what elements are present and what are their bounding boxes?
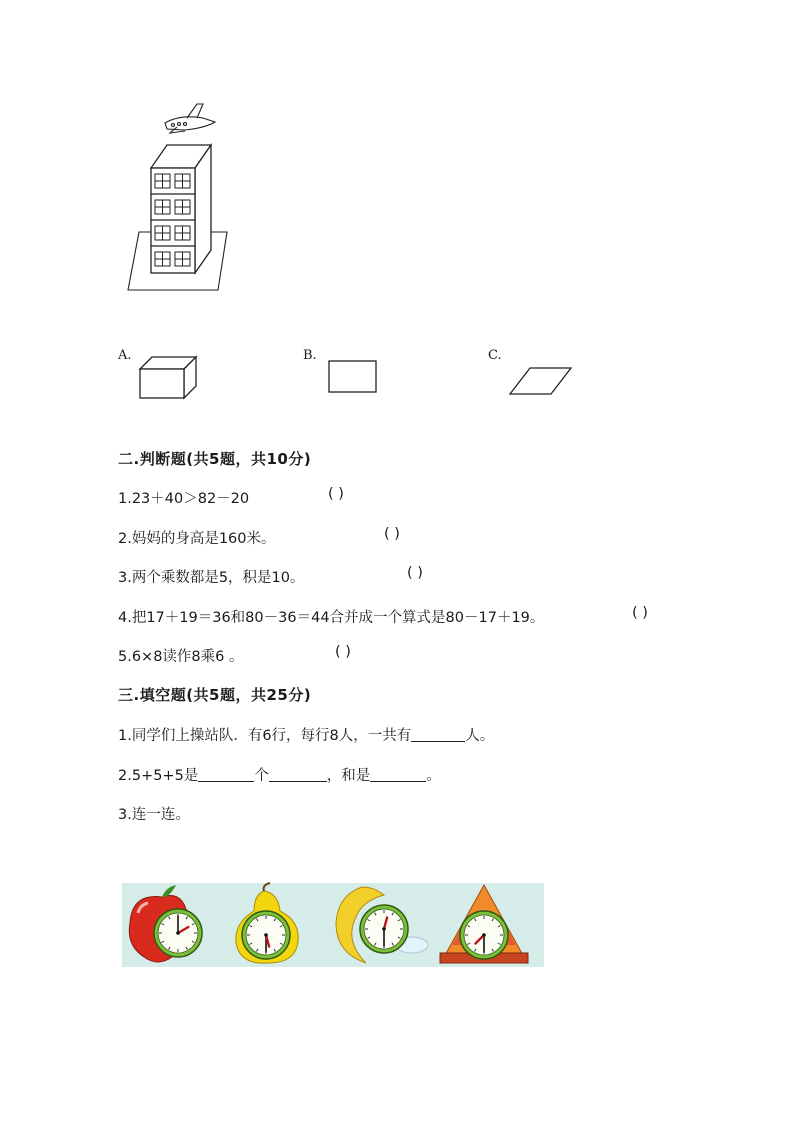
section-3-heading: 三.填空题(共5题，共25分) [118,686,312,704]
fill-q2-text: 2.5+5+5是 [118,768,199,784]
answer-paren-4[interactable]: ( ) [632,605,648,621]
answer-paren-1[interactable]: ( ) [328,486,344,502]
fill-question-1 [118,724,494,745]
blank-addend[interactable] [269,767,327,782]
clock-icon[interactable] [154,909,202,957]
judge-question-3: 3.两个乘数都是5，积是10。 [118,570,305,586]
fill-q2-sum-text: ，和是 [326,768,371,784]
clock-icon[interactable] [242,911,290,959]
fill-question-3: 3.连一连。 [118,807,190,823]
option-b-label: B. [303,348,317,363]
parallelogram-icon [508,366,574,396]
tower-block [151,145,211,273]
answer-paren-3[interactable]: ( ) [407,565,423,581]
judge-question-2: 2.妈妈的身高是160米。 [118,531,276,547]
judge-question-1: 1.23＋40＞82－20 [118,491,250,507]
fill-q2-mid: 个 [254,768,269,784]
fill-q1-text: 1.同学们上操站队．有6行，每行8人，一共有 [118,728,412,744]
blank-total-people[interactable] [411,727,465,742]
judge-question-4: 4.把17＋19＝36和80－36＝44合并成一个算式是80－17＋19。 [118,610,545,626]
airplane-icon [165,104,215,133]
answer-paren-2[interactable]: ( ) [384,526,400,542]
option-a-label: A. [118,348,132,363]
blank-sum[interactable] [370,767,426,782]
fill-question-2 [118,764,441,785]
cube-icon [138,355,198,401]
clock-icon[interactable] [460,911,508,959]
clock-icon[interactable] [360,905,408,953]
blank-count[interactable] [198,767,254,782]
answer-paren-5[interactable]: ( ) [335,644,351,660]
clock-matching-image [122,883,544,967]
building-illustration [125,98,235,298]
option-c-label: C. [488,348,502,363]
rectangle-icon [328,360,378,394]
judge-question-5: 5.6×8读作8乘6 。 [118,649,244,665]
section-2-heading: 二.判断题(共5题，共10分) [118,450,312,468]
fill-q1-suffix: 人。 [465,728,495,744]
fill-q2-end: 。 [426,768,441,784]
